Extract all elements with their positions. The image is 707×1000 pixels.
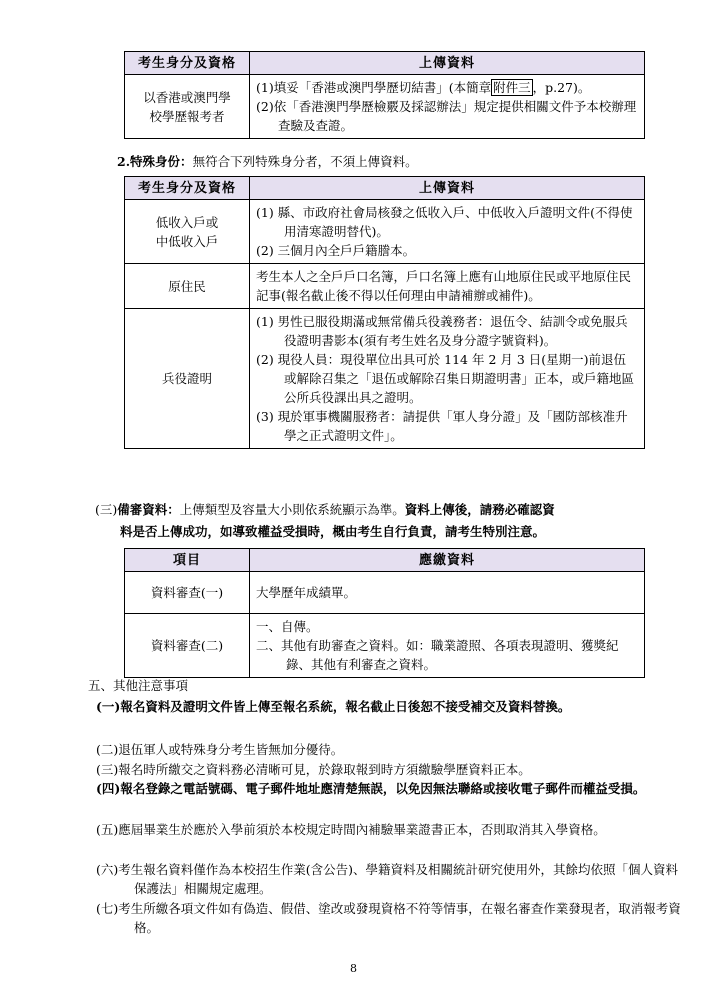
note-item: (三)報名時所繳交之資料務必清晰可見，於錄取報到時方須繳驗學歷資料正本。 [96, 762, 531, 777]
list-item: 大學歷年成績單。 [256, 585, 357, 600]
table-row [125, 572, 645, 614]
table-row [125, 309, 645, 449]
list-item: 一、自傳。 [256, 619, 319, 634]
section-other-notes-title: 五、其他注意事項 [88, 678, 189, 693]
header-category: 考生身分及資格 [125, 177, 250, 200]
note-item: (五)應屆畢業生於應於入學前須於本校規定時間內補驗畢業證書正本，否則取消其入學資格。 [96, 822, 606, 837]
section-special-status [117, 152, 418, 171]
section-title: 備審資料： [117, 502, 180, 517]
note-item: (六)考生報名資料僅作為本校招生作業(含公告)、學籍資料及相關統計研究使用外，其餘均依照「個人資料保護法」相關規定處理。 [96, 862, 679, 896]
section-text: 上傳類型及容量大小則依系統顯示為準。 [179, 502, 405, 517]
category-cell: 低收入戶或中低收入戶 [125, 200, 250, 264]
table-header-row [125, 549, 645, 572]
special-status-table [124, 176, 645, 449]
upload-cell [250, 614, 645, 678]
section-title: 2.特殊身份： [117, 154, 193, 169]
header-item: 項目 [125, 549, 250, 572]
list-item: (1) 男性已服役期滿或無常備兵役義務者：退伍令、結訓令或免服兵役證明書影本(須有考生姓名及身分證字號資料)。 [256, 314, 628, 348]
category-cell: 原住民 [125, 264, 250, 309]
upload-warning: 資料上傳後，請務必確認資 [404, 502, 555, 517]
list-item: (2) 三個月內全戶戶籍謄本。 [256, 243, 416, 258]
table-header-row [125, 52, 645, 75]
note-item: (四)報名登錄之電話號碼、電子郵件地址應清楚無誤，以免因無法聯絡或接收電子郵件而權益受損。 [96, 781, 646, 796]
table-row [125, 614, 645, 678]
note-item: (七)考生所繳各項文件如有偽造、假借、塗改或發現資格不符等情事，在報名審查作業發現者，取消報考資格。 [96, 901, 681, 935]
note-item: (一)報名資料及證明文件皆上傳至報名系統，報名截止日後恕不接受補交及資料替換。 [96, 699, 571, 714]
section-label: (三) [95, 502, 118, 517]
upload-cell [250, 572, 645, 614]
upload-warning-continued: 料是否上傳成功，如導致權益受損時，概由考生自行負責，請考生特別注意。 [120, 524, 546, 539]
category-cell: 兵役證明 [125, 309, 250, 449]
category-cell: 資料審查(二) [125, 614, 250, 678]
upload-cell [250, 264, 645, 309]
header-required: 應繳資料 [250, 549, 645, 572]
hk-macau-table [124, 51, 645, 139]
list-item: (1) 縣、市政府社會局核發之低收入戶、中低收入戶證明文件(不得使用清寒證明替代)。 [256, 205, 633, 239]
header-upload: 上傳資料 [250, 177, 645, 200]
table-row [125, 75, 645, 139]
note-item: (二)退伍軍人或特殊身分考生皆無加分優待。 [96, 742, 344, 757]
upload-cell [250, 200, 645, 264]
table-row [125, 200, 645, 264]
review-materials-table [124, 548, 645, 678]
list-item: 二、其他有助審查之資料。如：職業證照、各項表現證明、獲獎紀錄、其他有利審查之資料。 [256, 638, 619, 672]
upload-cell [250, 309, 645, 449]
page-number: 8 [350, 962, 357, 975]
table-header-row [125, 177, 645, 200]
category-cell: 以香港或澳門學校學歷報考者 [125, 75, 250, 139]
list-item: 考生本人之全戶戶口名簿，戶口名簿上應有山地原住民或平地原住民記事(報名截止後不得以任何理由申請補辦或補件)。 [256, 269, 632, 303]
header-upload: 上傳資料 [250, 52, 645, 75]
list-item: (2)依「香港澳門學歷檢覈及採認辦法」規定提供相關文件予本校辦理查驗及查證。 [256, 99, 637, 133]
list-item: (3) 現於軍事機關服務者：請提供「軍人身分證」及「國防部核准升學之正式證明文件」。 [256, 409, 628, 443]
list-item: (1)填妥「香港或澳門學歷切結書」(本簡章 附件三 ，p.27)。 [256, 80, 591, 95]
section-text: 無符合下列特殊身分者，不須上傳資料。 [192, 154, 418, 169]
list-item: (2) 現役人員：現役單位出具可於 114 年 2 月 3 日(星期一)前退伍或解除召集之「退伍或解除召集日期證明書」正本，或戶籍地區公所兵役課出具之證明。 [256, 352, 635, 405]
category-cell: 資料審查(一) [125, 572, 250, 614]
upload-cell [250, 75, 645, 139]
table-row [125, 264, 645, 309]
section-review-materials [95, 500, 555, 519]
appendix-reference: 附件三 [493, 80, 531, 95]
header-category: 考生身分及資格 [125, 52, 250, 75]
